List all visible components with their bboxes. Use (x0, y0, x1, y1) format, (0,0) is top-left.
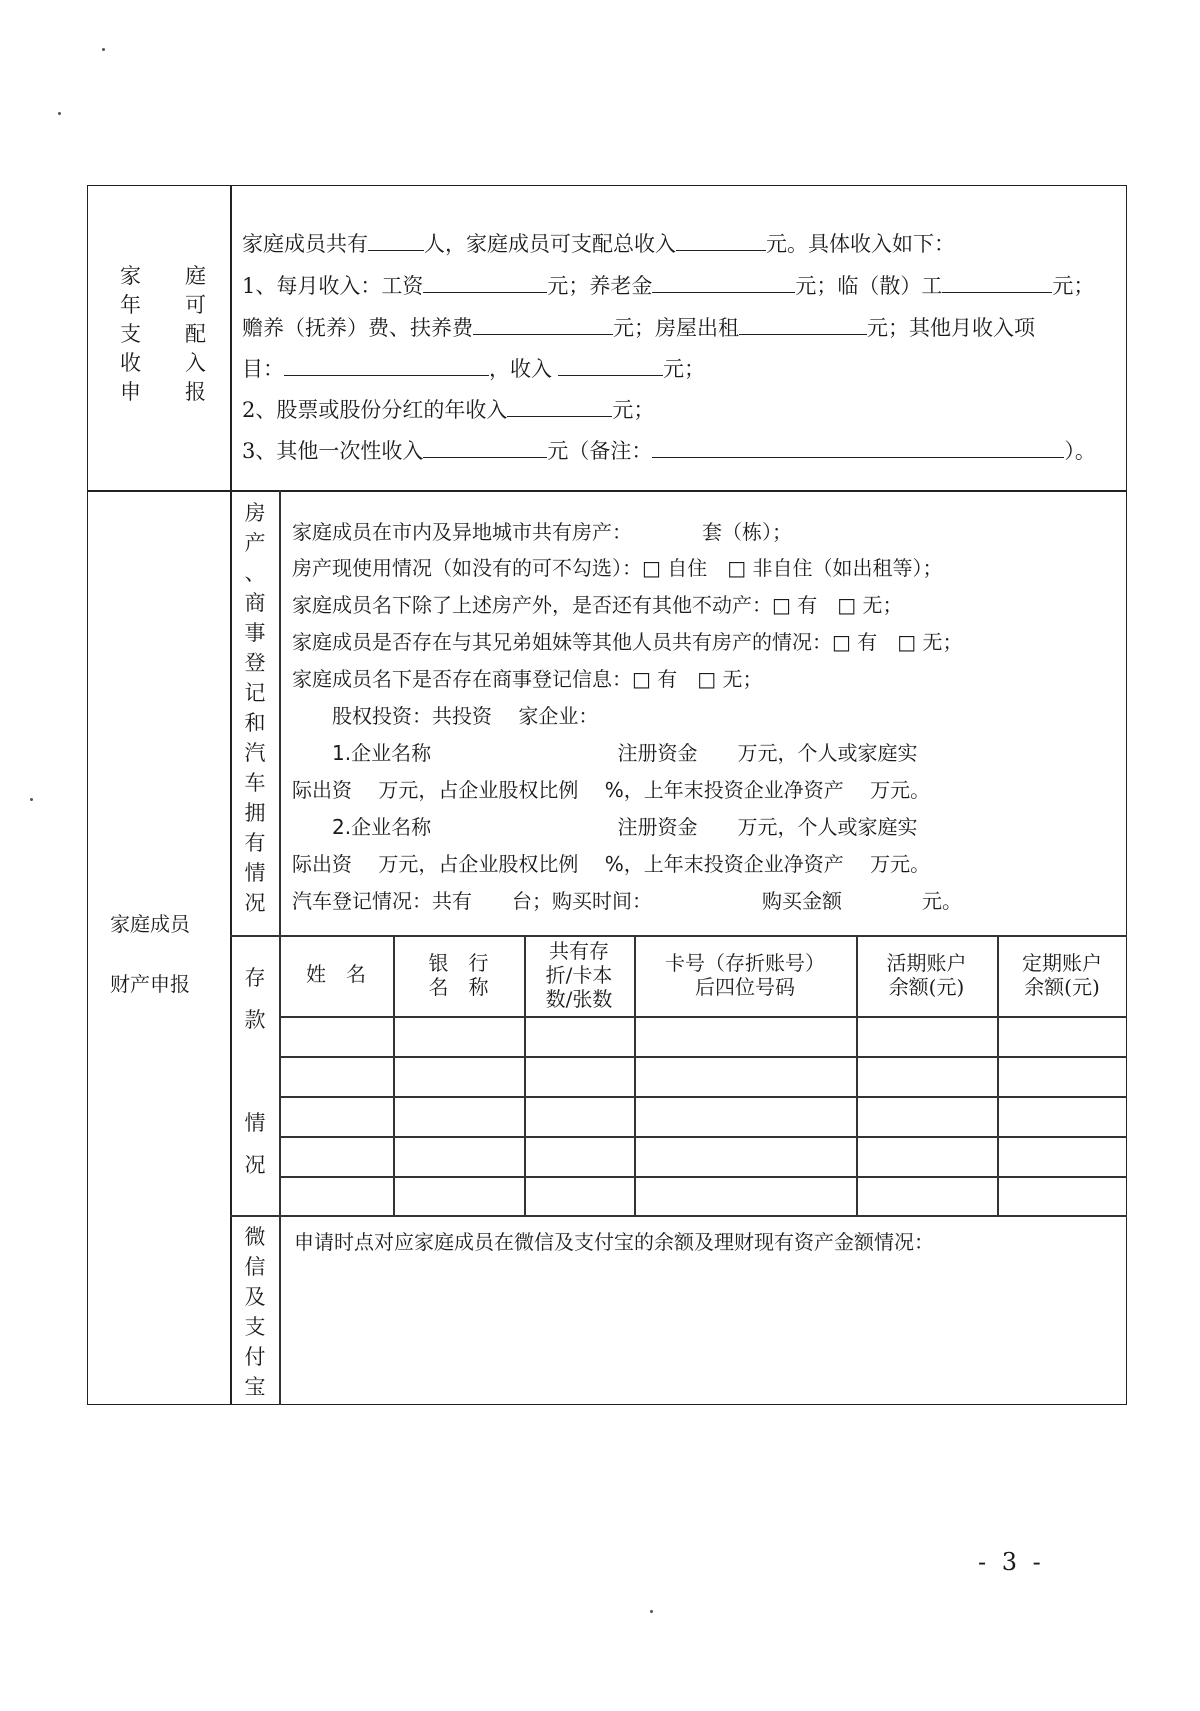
deposit-row-line (279, 1176, 1127, 1178)
property-line-company2: 2.企业名称 注册资金 万元，个人或家庭实 (292, 815, 918, 839)
other-income-blank[interactable] (558, 355, 663, 376)
header-card-number: 卡号（存折账号） 后四位号码 (665, 951, 825, 999)
casual-work-blank[interactable] (942, 272, 1052, 293)
income-line-members: 家庭成员共有 人，家庭成员可支配总收入 元。具体收入如下： (242, 232, 955, 256)
income-line-monthly: 1、每月收入：工资 元；养老金 元；临（散）工 元； (242, 274, 1095, 298)
header-card-count: 共有存 折/卡本 数/张数 (545, 939, 613, 1011)
scan-speck (30, 798, 33, 801)
section-divider-right (230, 490, 1127, 492)
label-column-divider (230, 185, 232, 1405)
property-line-houses: 家庭成员在市内及异地城市共有房产： 套（栋）； (292, 520, 792, 544)
property-line-usage: 房产现使用情况（如没有的可不勾选）：□ 自住 □ 非自住（如出租等）； (292, 556, 943, 580)
label-row: 支 配 (120, 322, 206, 346)
wechat-vertical-label: 微 信 及 支 付 宝 (244, 1225, 266, 1399)
total-income-blank[interactable] (676, 230, 766, 251)
income-line-onetime: 3、其他一次性收入 元（备注： ）。 (242, 439, 1096, 463)
deposit-wechat-divider (230, 1215, 1127, 1217)
pension-blank[interactable] (652, 272, 795, 293)
other-item-blank[interactable] (284, 355, 489, 376)
deposit-row-line (279, 1016, 1127, 1018)
property-line-equity: 股权投资：共投资 家企业： (292, 704, 599, 728)
header-fixed-balance: 定期账户 余额(元) (1022, 951, 1102, 999)
property-vertical-label: 房 产 、 商 事 登 记 和 汽 车 拥 有 情 况 (244, 501, 266, 915)
dividend-blank[interactable] (507, 396, 612, 417)
salary-blank[interactable] (423, 272, 547, 293)
page-number: - 3 - (978, 1548, 1045, 1576)
property-line-shared: 家庭成员是否存在与其兄弟姐妹等其他人员共有房产的情况：□ 有 □ 无； (292, 630, 963, 654)
header-current-balance: 活期账户 余额(元) (886, 951, 967, 999)
section-divider-left (87, 490, 230, 492)
deposit-label-top: 存 款 (244, 966, 266, 1032)
label-row: 申 报 (120, 380, 206, 404)
property-line-company1-detail: 际出资 万元，占企业股权比例 %，上年末投资企业净资产 万元。 (292, 778, 931, 802)
property-line-other-realestate: 家庭成员名下除了上述房产外，是否还有其他不动产：□ 有 □ 无； (292, 593, 903, 617)
label-row: 家 庭 (120, 264, 206, 288)
support-fee-blank[interactable] (473, 314, 613, 335)
label-row: 年 可 (120, 293, 206, 317)
income-section-label (110, 262, 220, 407)
onetime-income-blank[interactable] (423, 437, 547, 458)
remark-blank[interactable] (652, 437, 1064, 458)
rent-blank[interactable] (739, 314, 867, 335)
income-line-dividend: 2、股票或股份分红的年收入 元； (242, 398, 655, 422)
sublabel-divider (279, 490, 281, 1405)
label-row: 收 入 (120, 351, 206, 375)
property-deposit-divider (230, 935, 1127, 937)
deposit-label-bottom: 情 况 (244, 1111, 266, 1177)
deposit-row-line (279, 1096, 1127, 1098)
scan-speck (102, 48, 105, 51)
property-line-business-reg: 家庭成员名下是否存在商事登记信息：□ 有 □ 无； (292, 667, 763, 691)
income-line-support: 赡养（抚养）费、扶养费 元；房屋出租 元；其他月收入项 (242, 316, 1035, 340)
property-line-company1: 1.企业名称 注册资金 万元，个人或家庭实 (292, 741, 918, 765)
property-line-company2-detail: 际出资 万元，占企业股权比例 %，上年末投资企业净资产 万元。 (292, 852, 931, 876)
property-section-label-2: 财产申报 (110, 972, 190, 996)
members-count-blank[interactable] (368, 230, 424, 251)
property-line-vehicle: 汽车登记情况：共有 台；购买时间： 购买金额 元。 (292, 889, 962, 913)
scan-speck (650, 1610, 653, 1613)
property-section-label-1: 家庭成员 (110, 912, 190, 936)
deposit-row-line (279, 1056, 1127, 1058)
scan-speck (58, 112, 61, 115)
header-name: 姓 名 (306, 962, 366, 986)
income-line-other-monthly: 目： ，收入 元； (242, 357, 705, 381)
header-bank: 银 行 名 称 (428, 951, 489, 999)
deposit-row-line (279, 1136, 1127, 1138)
wechat-alipay-text: 申请时点对应家庭成员在微信及支付宝的余额及理财现有资产金额情况： (294, 1230, 934, 1254)
